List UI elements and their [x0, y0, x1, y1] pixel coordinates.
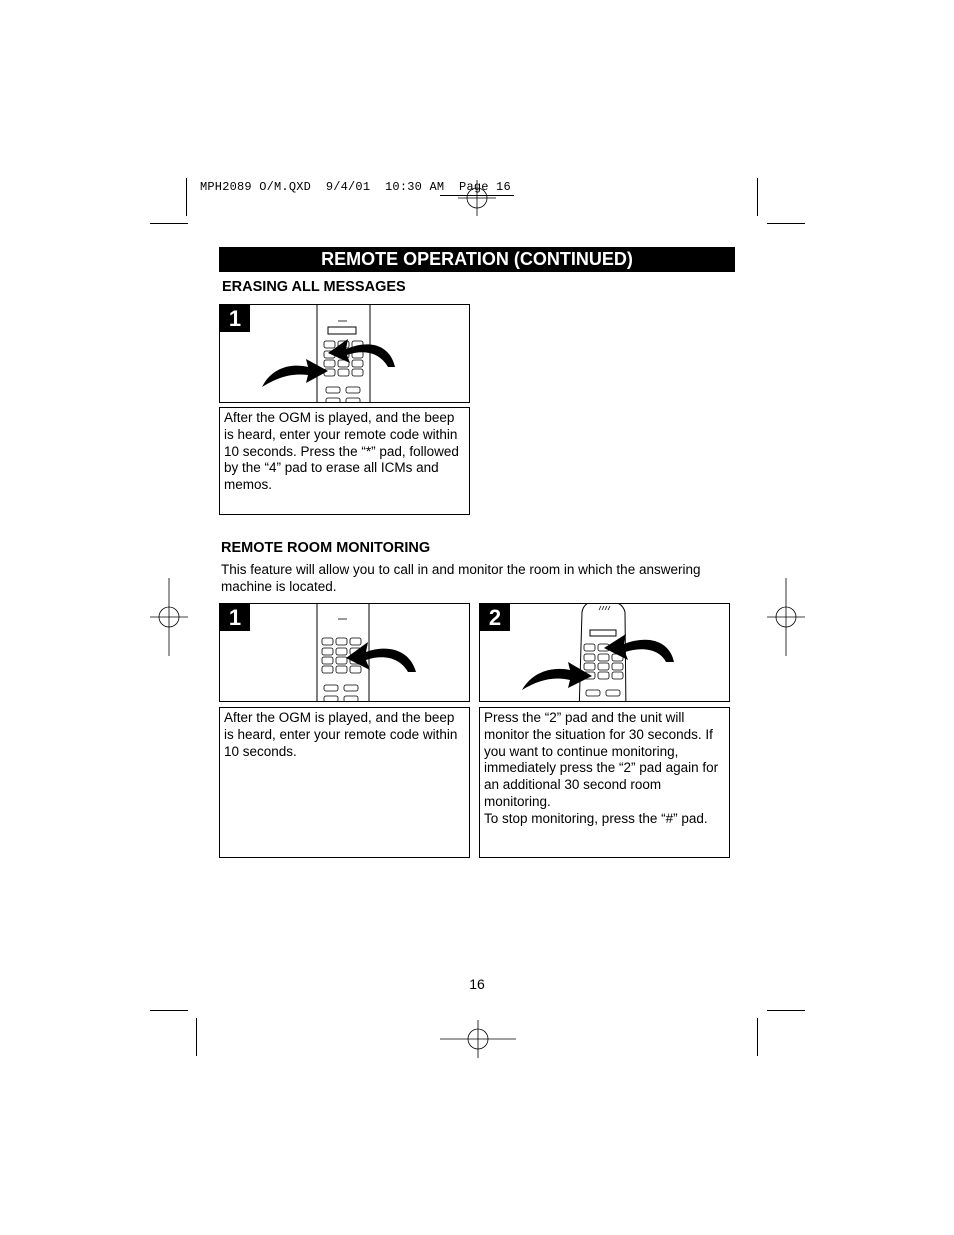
registration-mark-icon: [150, 578, 188, 656]
illustration-panel-monitor-step-2: [479, 603, 730, 702]
crop-mark: [150, 223, 188, 224]
caption-text: Press the “2” pad and the unit will monitor the situation for 30 seconds. If you want to continue monitoring, immediately press the “2” pad again for an additional 30 second room monitoring.: [484, 710, 719, 809]
section-heading-monitoring: REMOTE ROOM MONITORING: [221, 540, 431, 556]
caption-text: After the OGM is played, and the beep is heard, enter your remote code within 10 seconds.: [224, 710, 458, 759]
step-number-badge: 2: [480, 604, 510, 631]
step-caption-erase-1: [219, 407, 470, 515]
page-number: 16: [469, 976, 485, 992]
crop-mark: [150, 1010, 188, 1011]
crop-mark: [767, 223, 805, 224]
step-number-badge: 1: [220, 305, 250, 332]
caption-text-extra: To stop monitoring, press the “#” pad.: [484, 810, 708, 826]
registration-mark-icon: [458, 180, 496, 218]
crop-mark: [196, 1018, 197, 1056]
crop-mark: [186, 178, 187, 216]
crop-mark: [757, 178, 758, 216]
section-intro: This feature will allow you to call in and monitor the room in which the answering machine is located.: [221, 562, 701, 594]
step-caption-monitor-1: [219, 707, 470, 858]
slug-right: 16: [488, 180, 511, 194]
slug-left: MPH2089 O/M.QXD 9/4/01 10:30: [200, 180, 430, 194]
crop-mark: [767, 1010, 805, 1011]
caption-text: After the OGM is played, and the beep is heard, enter your remote code within 10 seconds. Press the “*” pad, followed by the “4” pad to erase all ICMs and memos.: [224, 410, 459, 493]
slug-underlined: AM Page: [429, 180, 489, 194]
illustration-panel-erase-step-1: [219, 304, 470, 403]
section-heading-erasing: ERASING ALL MESSAGES: [222, 279, 406, 295]
crop-mark: [757, 1018, 758, 1056]
curved-arrow-icon: [220, 305, 470, 403]
illustration-panel-monitor-step-1: [219, 603, 470, 702]
curved-arrow-icon: [480, 604, 730, 702]
registration-mark-icon: [440, 1020, 516, 1060]
curved-arrow-icon: [220, 604, 470, 702]
page-title: REMOTE OPERATION (CONTINUED): [219, 247, 735, 272]
step-caption-monitor-2: [479, 707, 730, 858]
registration-mark-icon: [767, 578, 805, 656]
step-number-badge: 1: [220, 604, 250, 631]
